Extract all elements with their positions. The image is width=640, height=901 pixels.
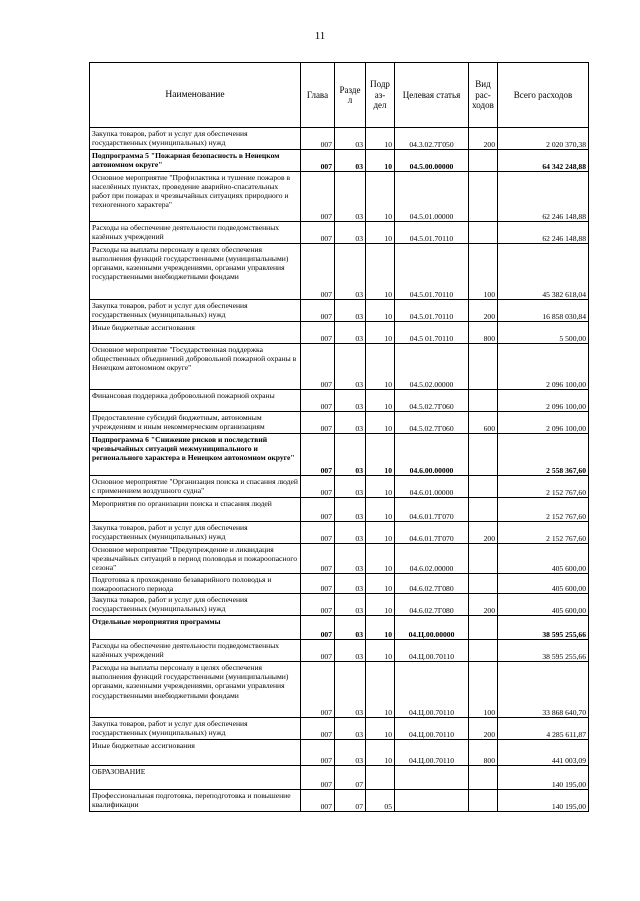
cell-razdel: 03 (335, 718, 366, 740)
cell-glava: 007 (301, 740, 335, 766)
cell-total: 140 195,00 (498, 766, 589, 790)
cell-razdel: 03 (335, 662, 366, 718)
cell-glava: 007 (301, 766, 335, 790)
cell-expense-type (469, 172, 498, 222)
cell-razdel: 03 (335, 544, 366, 574)
cell-target-article: 04.6.01.7Г070 (395, 498, 469, 522)
cell-expense-type (469, 498, 498, 522)
cell-podrazdel: 10 (366, 662, 395, 718)
expenditure-table (89, 62, 589, 812)
cell-expense-type: 800 (469, 740, 498, 766)
cell-total: 16 858 030,84 (498, 300, 589, 322)
cell-expense-type (469, 344, 498, 390)
header-name: Наименование (90, 63, 301, 128)
cell-glava: 007 (301, 222, 335, 244)
cell-total: 38 595 255,66 (498, 616, 589, 640)
cell-glava: 007 (301, 128, 335, 150)
cell-glava: 007 (301, 790, 335, 812)
cell-name: Основное мероприятие "Предупреждение и ликвидация чрезвычайных ситуаций в период половодья и пожароопасного сезона" (90, 544, 301, 574)
cell-podrazdel: 10 (366, 498, 395, 522)
cell-razdel: 03 (335, 434, 366, 476)
cell-glava: 007 (301, 390, 335, 412)
table-row (90, 172, 589, 222)
cell-name: Закупка товаров, работ и услуг для обеспечения государственных (муниципальных) нужд (90, 718, 301, 740)
cell-glava: 007 (301, 244, 335, 300)
cell-target-article: 04.6.02.7Г080 (395, 574, 469, 594)
cell-total: 45 382 618,04 (498, 244, 589, 300)
cell-razdel: 03 (335, 322, 366, 344)
cell-podrazdel: 10 (366, 222, 395, 244)
cell-razdel: 03 (335, 128, 366, 150)
cell-glava: 007 (301, 322, 335, 344)
cell-total: 405 600,00 (498, 544, 589, 574)
table-row (90, 662, 589, 718)
cell-name: Расходы на выплаты персоналу в целях обеспечения выполнения функций государственными (муниципальными) органами, казенными учреждениями, органами управления государственными внебюджетными фондами (90, 662, 301, 718)
cell-podrazdel: 10 (366, 616, 395, 640)
cell-target-article: 04.Ц.00.00000 (395, 616, 469, 640)
cell-name: Закупка товаров, работ и услуг для обеспечения государственных (муниципальных) нужд (90, 594, 301, 616)
cell-expense-type: 200 (469, 718, 498, 740)
cell-target-article: 04.5 01.70110 (395, 322, 469, 344)
cell-name: Профессиональная подготовка, переподготовка и повышение квалификации (90, 790, 301, 812)
cell-target-article: 04.5.02.7Г060 (395, 390, 469, 412)
cell-total: 64 342 248,88 (498, 150, 589, 172)
cell-target-article: 04.6.02.00000 (395, 544, 469, 574)
cell-target-article: 04.6.01.7Г070 (395, 522, 469, 544)
cell-expense-type: 200 (469, 522, 498, 544)
table-row (90, 322, 589, 344)
cell-total: 38 595 255,66 (498, 640, 589, 662)
cell-podrazdel: 05 (366, 790, 395, 812)
cell-expense-type: 100 (469, 244, 498, 300)
cell-glava: 007 (301, 434, 335, 476)
cell-name: Расходы на выплаты персоналу в целях обеспечения выполнения функций государственными (муниципальными) органами, казенными учреждениями, органами управления государственными внебюджетными фондами (90, 244, 301, 300)
cell-name: Закупка товаров, работ и услуг для обеспечения государственных (муниципальных) нужд (90, 128, 301, 150)
cell-podrazdel: 10 (366, 544, 395, 574)
table-row (90, 128, 589, 150)
cell-total: 62 246 148,88 (498, 172, 589, 222)
cell-target-article: 04.Ц.00.70110 (395, 662, 469, 718)
cell-total: 2 096 100,00 (498, 390, 589, 412)
cell-total: 405 600,00 (498, 574, 589, 594)
cell-glava: 007 (301, 412, 335, 434)
cell-razdel: 03 (335, 390, 366, 412)
cell-razdel: 03 (335, 476, 366, 498)
cell-expense-type (469, 544, 498, 574)
cell-glava: 007 (301, 662, 335, 718)
table-row (90, 522, 589, 544)
cell-podrazdel: 10 (366, 344, 395, 390)
cell-name: Основное мероприятие "Организация поиска и спасания людей с применением воздушного судна" (90, 476, 301, 498)
cell-glava: 007 (301, 300, 335, 322)
cell-glava: 007 (301, 498, 335, 522)
cell-target-article: 04.5.01.70110 (395, 244, 469, 300)
cell-target-article: 04.Ц.00.70110 (395, 740, 469, 766)
table-row (90, 766, 589, 790)
cell-razdel: 03 (335, 172, 366, 222)
cell-razdel: 03 (335, 244, 366, 300)
cell-name: Финансовая поддержка добровольной пожарной охраны (90, 390, 301, 412)
cell-total: 2 558 367,60 (498, 434, 589, 476)
table-row (90, 344, 589, 390)
header-row (90, 63, 589, 128)
cell-razdel: 03 (335, 522, 366, 544)
cell-podrazdel: 10 (366, 476, 395, 498)
cell-target-article: 04.6.00.00000 (395, 434, 469, 476)
header-podrazdel: Подр аз- дел (366, 63, 395, 128)
table-row (90, 790, 589, 812)
cell-razdel: 03 (335, 594, 366, 616)
cell-expense-type: 800 (469, 322, 498, 344)
cell-razdel: 03 (335, 574, 366, 594)
cell-razdel: 03 (335, 150, 366, 172)
cell-total: 2 152 767,60 (498, 522, 589, 544)
cell-total: 2 020 370,38 (498, 128, 589, 150)
cell-target-article: 04.5.01.00000 (395, 172, 469, 222)
cell-podrazdel: 10 (366, 390, 395, 412)
cell-razdel: 03 (335, 640, 366, 662)
table-row (90, 718, 589, 740)
cell-name: Предоставление субсидий бюджетным, автономным учреждениям и иным некоммерческим организациям (90, 412, 301, 434)
cell-podrazdel: 10 (366, 740, 395, 766)
cell-glava: 007 (301, 718, 335, 740)
cell-total: 2 096 100,00 (498, 344, 589, 390)
table-row (90, 244, 589, 300)
cell-total: 2 152 767,60 (498, 476, 589, 498)
table-row (90, 434, 589, 476)
cell-podrazdel: 10 (366, 594, 395, 616)
cell-expense-type (469, 574, 498, 594)
cell-razdel: 07 (335, 766, 366, 790)
cell-podrazdel: 10 (366, 522, 395, 544)
table-row (90, 544, 589, 574)
cell-glava: 007 (301, 616, 335, 640)
cell-expense-type (469, 640, 498, 662)
cell-target-article: 04.5.01.70110 (395, 300, 469, 322)
cell-expense-type (469, 790, 498, 812)
cell-name: Подготовка к прохождению безаварийного половодья и пожароопасного периода (90, 574, 301, 594)
cell-name: Отдельные мероприятия программы (90, 616, 301, 640)
cell-podrazdel: 10 (366, 300, 395, 322)
cell-name: Подпрограмма 6 "Снижение рисков и последствий чрезвычайных ситуаций межмуниципального и регионального характера в Ненецком автономном округе" (90, 434, 301, 476)
cell-total: 4 285 611,87 (498, 718, 589, 740)
cell-name: Иные бюджетные ассигнования (90, 322, 301, 344)
table-row (90, 498, 589, 522)
cell-target-article: 04.5.02.7Г060 (395, 412, 469, 434)
cell-expense-type (469, 766, 498, 790)
cell-total: 2 096 100,00 (498, 412, 589, 434)
cell-expense-type (469, 150, 498, 172)
cell-name: Мероприятия по организации поиска и спасания людей (90, 498, 301, 522)
cell-name: Иные бюджетные ассигнования (90, 740, 301, 766)
cell-razdel: 03 (335, 616, 366, 640)
table-row (90, 300, 589, 322)
cell-glava: 007 (301, 172, 335, 222)
cell-expense-type: 600 (469, 412, 498, 434)
cell-glava: 007 (301, 150, 335, 172)
cell-expense-type (469, 476, 498, 498)
table-row (90, 390, 589, 412)
cell-total: 62 246 148,88 (498, 222, 589, 244)
cell-podrazdel: 10 (366, 128, 395, 150)
table-row (90, 222, 589, 244)
cell-total: 441 003,09 (498, 740, 589, 766)
cell-razdel: 03 (335, 498, 366, 522)
cell-target-article: 04.5.00.00000 (395, 150, 469, 172)
cell-target-article (395, 790, 469, 812)
table-row (90, 616, 589, 640)
cell-name: Основное мероприятие "Государственная поддержка общественных объединений добровольной пожарной охраны в Ненецком автономном округе" (90, 344, 301, 390)
cell-total: 5 500,00 (498, 322, 589, 344)
cell-razdel: 03 (335, 412, 366, 434)
cell-razdel: 03 (335, 222, 366, 244)
cell-total: 33 868 640,70 (498, 662, 589, 718)
table-row (90, 594, 589, 616)
cell-podrazdel: 10 (366, 172, 395, 222)
cell-total: 405 600,00 (498, 594, 589, 616)
cell-glava: 007 (301, 344, 335, 390)
cell-target-article: 04.6.02.7Г080 (395, 594, 469, 616)
header-target-article: Целевая статья (395, 63, 469, 128)
cell-expense-type: 200 (469, 300, 498, 322)
cell-glava: 007 (301, 594, 335, 616)
table-row (90, 574, 589, 594)
cell-podrazdel: 10 (366, 434, 395, 476)
cell-podrazdel: 10 (366, 412, 395, 434)
cell-expense-type (469, 616, 498, 640)
cell-podrazdel: 10 (366, 640, 395, 662)
table-row (90, 150, 589, 172)
cell-razdel: 07 (335, 790, 366, 812)
cell-name: Основное мероприятие "Профилактика и тушение пожаров в населённых пунктах, проведение аварийно-спасательных работ при пожарах и чрезвычайных ситуациях природного и техногенного характера" (90, 172, 301, 222)
cell-name: Закупка товаров, работ и услуг для обеспечения государственных (муниципальных) нужд (90, 522, 301, 544)
cell-razdel: 03 (335, 740, 366, 766)
cell-target-article: 04.3.02.7Г050 (395, 128, 469, 150)
page-number: 11 (314, 30, 326, 42)
cell-expense-type: 100 (469, 662, 498, 718)
table-row (90, 412, 589, 434)
cell-razdel: 03 (335, 344, 366, 390)
cell-total: 140 195,00 (498, 790, 589, 812)
cell-expense-type: 200 (469, 594, 498, 616)
cell-expense-type (469, 434, 498, 476)
cell-name: ОБРАЗОВАНИЕ (90, 766, 301, 790)
header-total: Всего расходов (498, 63, 589, 128)
table-row (90, 740, 589, 766)
header-glava: Глава (301, 63, 335, 128)
cell-target-article: 04.Ц.00.70110 (395, 718, 469, 740)
cell-target-article: 04.Ц.00.70110 (395, 640, 469, 662)
cell-glava: 007 (301, 476, 335, 498)
header-razdel: Разде л (335, 63, 366, 128)
cell-target-article: 04.5.01.70110 (395, 222, 469, 244)
cell-podrazdel: 10 (366, 244, 395, 300)
cell-target-article: 04.6.01.00000 (395, 476, 469, 498)
cell-glava: 007 (301, 574, 335, 594)
cell-expense-type (469, 222, 498, 244)
cell-name: Расходы на обеспечение деятельности подведомственных казённых учреждений (90, 222, 301, 244)
header-expense-type: Вид рас- ходов (469, 63, 498, 128)
cell-podrazdel: 10 (366, 322, 395, 344)
cell-glava: 007 (301, 522, 335, 544)
cell-name: Закупка товаров, работ и услуг для обеспечения государственных (муниципальных) нужд (90, 300, 301, 322)
cell-name: Подпрограмма 5 "Пожарная безопасность в Ненецком автономном округе" (90, 150, 301, 172)
cell-podrazdel: 10 (366, 150, 395, 172)
cell-glava: 007 (301, 640, 335, 662)
cell-total: 2 152 767,60 (498, 498, 589, 522)
cell-glava: 007 (301, 544, 335, 574)
table-row (90, 640, 589, 662)
cell-razdel: 03 (335, 300, 366, 322)
cell-podrazdel (366, 766, 395, 790)
cell-target-article (395, 766, 469, 790)
cell-podrazdel: 10 (366, 718, 395, 740)
cell-name: Расходы на обеспечение деятельности подведомственных казённых учреждений (90, 640, 301, 662)
cell-target-article: 04.5.02.00000 (395, 344, 469, 390)
cell-expense-type: 200 (469, 128, 498, 150)
table-row (90, 476, 589, 498)
cell-podrazdel: 10 (366, 574, 395, 594)
cell-expense-type (469, 390, 498, 412)
